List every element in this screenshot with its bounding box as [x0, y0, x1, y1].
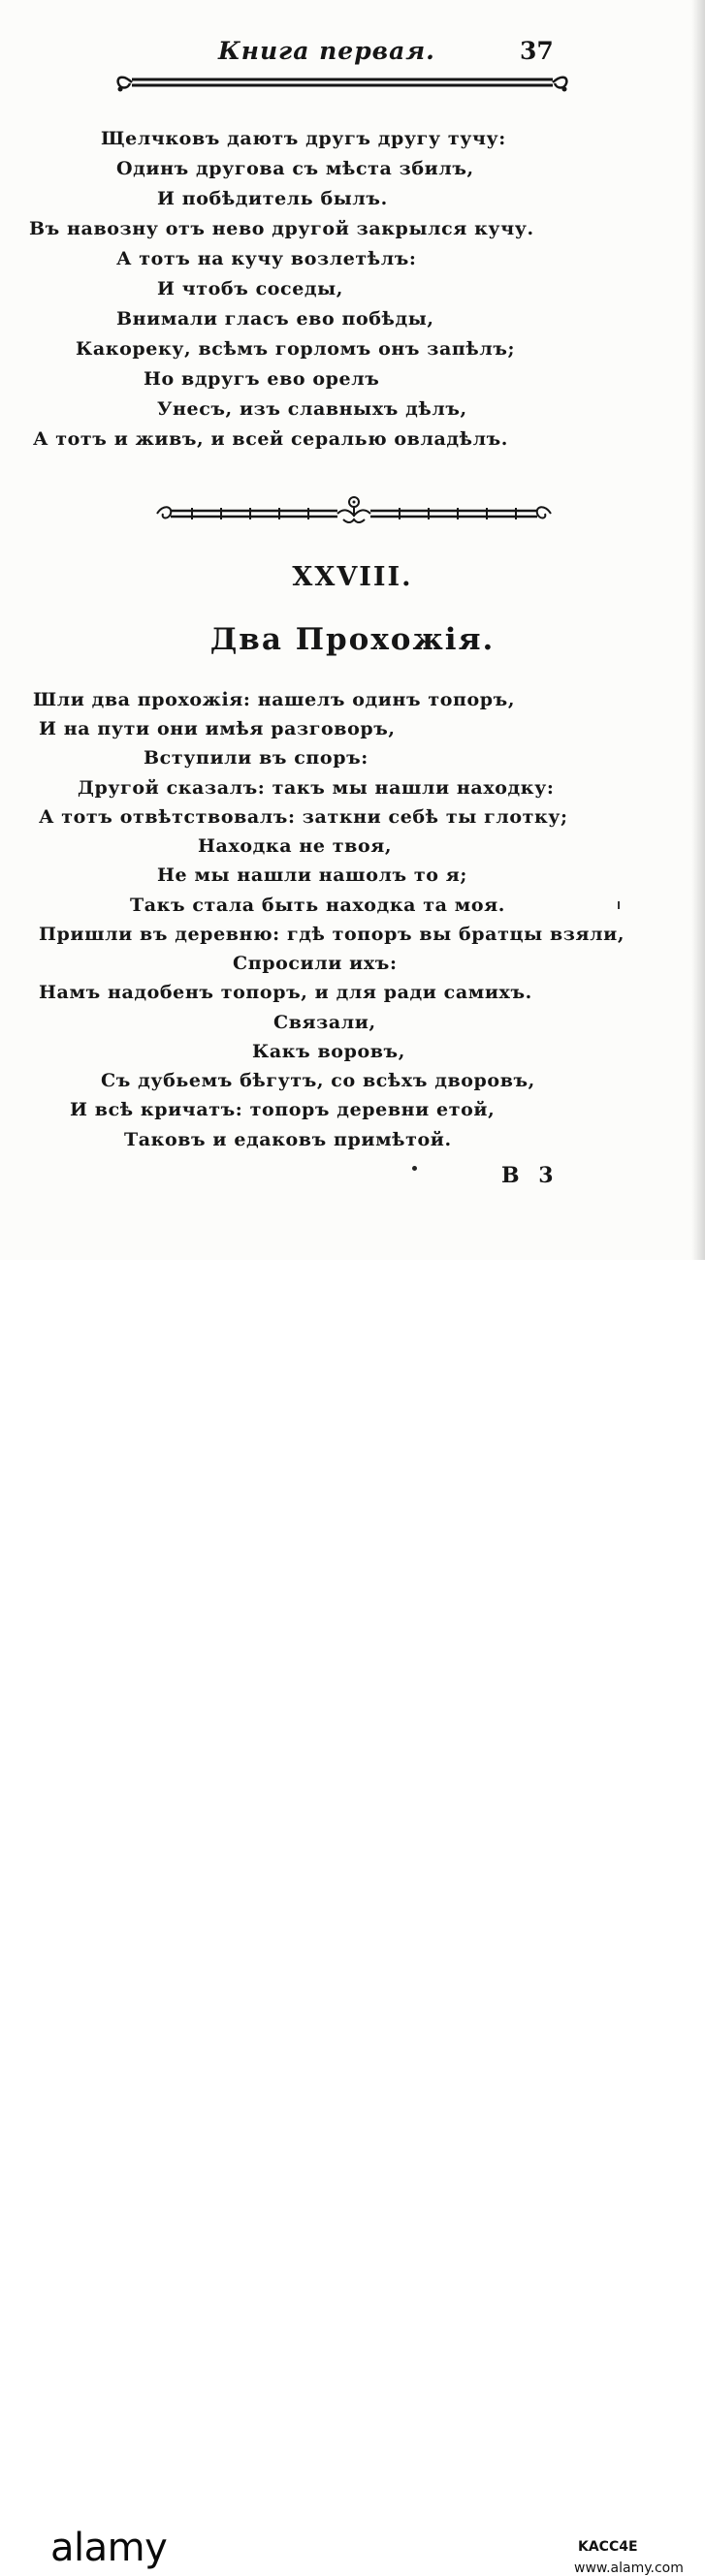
verse-line: Внимали гласъ ево побѣды,	[116, 308, 434, 330]
watermark-url: www.alamy.com	[574, 2560, 684, 2576]
ink-speck	[618, 901, 620, 909]
signature-mark: В 3	[501, 1163, 560, 1188]
verse-line: Въ навозну отъ нево другой закрылся кучу.	[29, 218, 534, 239]
verse-line: А тотъ на кучу возлетѣлъ:	[116, 248, 417, 269]
verse-line: Щелчковъ даютъ другъ другу тучу:	[101, 128, 506, 149]
section-ornament	[153, 490, 555, 531]
verse-line: И чтобъ соседы,	[157, 278, 344, 299]
running-head: Книга первая.	[218, 37, 435, 65]
alamy-logo: alamy	[50, 2526, 168, 2570]
verse-line: Вступили въ споръ:	[144, 747, 369, 769]
header-rule	[114, 70, 570, 95]
verse-line: Находка не твоя,	[198, 835, 393, 857]
verse-line: Не мы нашли нашолъ то я;	[157, 864, 467, 886]
verse-line: Какореку, всѣмъ горломъ онъ запѣлъ;	[76, 338, 516, 360]
image-code: KACC4E	[578, 2539, 638, 2555]
verse-line: Спросили ихъ:	[233, 953, 398, 974]
verse-line: И на пути они имѣя разговоръ,	[39, 718, 396, 739]
verse-line: Такъ стала быть находка та моя.	[130, 895, 505, 916]
verse-line: Таковъ и едаковъ примѣтой.	[124, 1129, 452, 1150]
verse-line: Другой сказалъ: такъ мы нашли находку:	[78, 777, 555, 799]
ink-speck	[412, 1166, 417, 1171]
verse-line: И побѣдитель былъ.	[157, 188, 388, 209]
verse-line: Унесъ, изъ славныхъ дѣлъ,	[157, 398, 467, 420]
fable-number: XXVIII.	[292, 562, 413, 592]
page-number: 37	[520, 37, 554, 65]
verse-line: Какъ воровъ,	[252, 1041, 405, 1062]
verse-line: А тотъ отвѣтствовалъ: заткни себѣ ты глотку;	[39, 806, 568, 828]
verse-line: Съ дубьемъ бѣгутъ, со всѣхъ дворовъ,	[101, 1070, 535, 1091]
fable-title: Два Прохожія.	[209, 622, 496, 657]
verse-line: Связали,	[273, 1012, 376, 1033]
verse-line: Одинъ другова съ мѣста збилъ,	[116, 158, 474, 179]
book-page	[0, 0, 705, 1260]
verse-line: Пришли въ деревню: гдѣ топоръ вы братцы взяли,	[39, 924, 625, 945]
watermark-banner	[0, 1260, 705, 2576]
verse-line: А тотъ и живъ, и всей сералью овладѣлъ.	[33, 428, 508, 450]
verse-line: И всѣ кричатъ: топоръ деревни етой,	[70, 1099, 496, 1120]
verse-line: Шли два прохожія: нашелъ одинъ топоръ,	[33, 689, 516, 710]
verse-line: Но вдругъ ево орелъ	[144, 368, 380, 390]
verse-line: Намъ надобенъ топоръ, и для ради самихъ.	[39, 982, 532, 1003]
